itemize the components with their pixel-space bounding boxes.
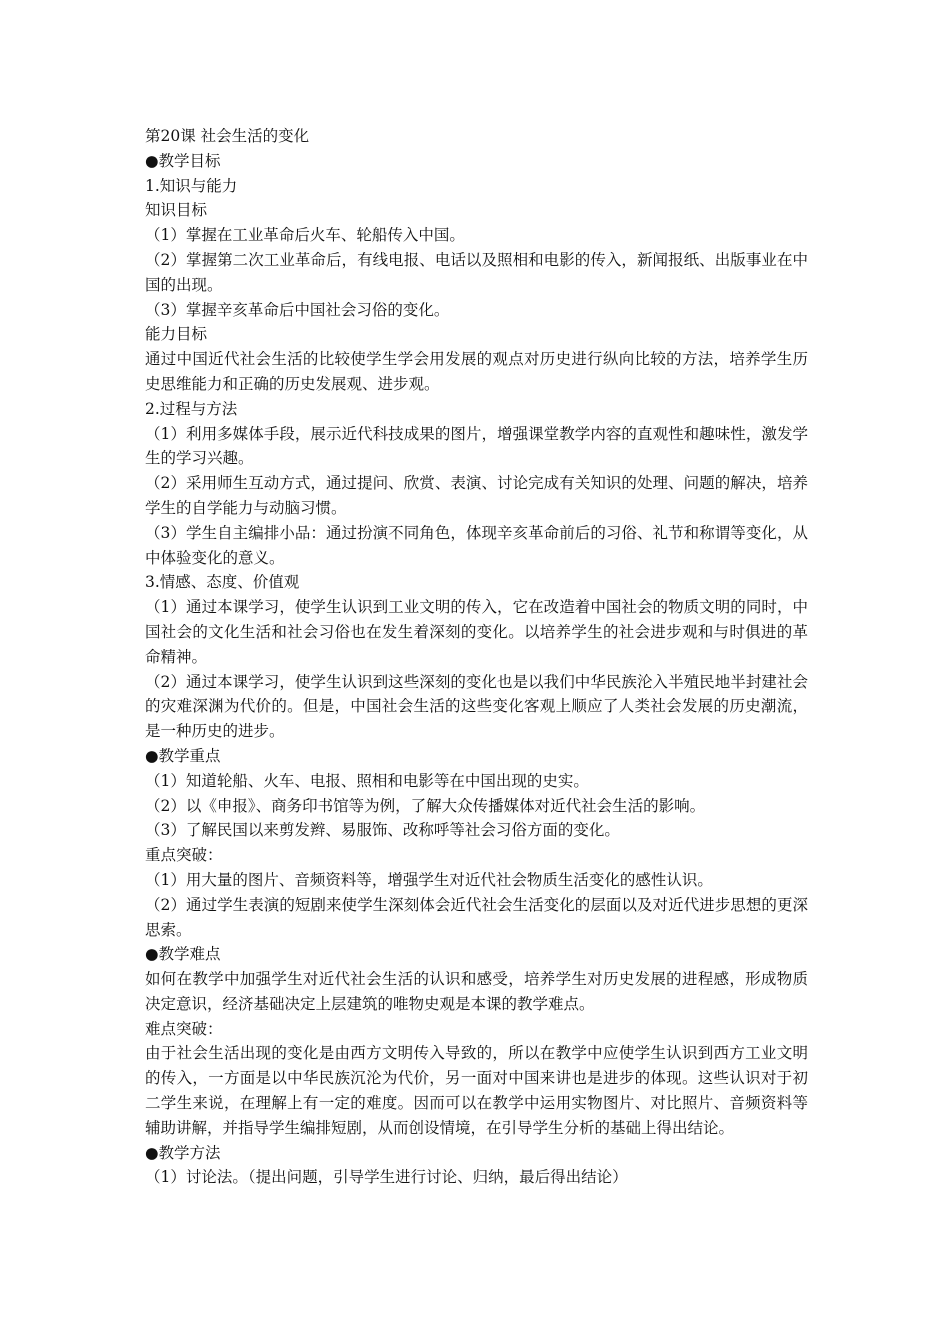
paragraph: （2）掌握第二次工业革命后，有线电报、电话以及照相和电影的传入，新闻报纸、出版事业在中国的出现。 bbox=[145, 250, 808, 294]
paragraph: 如何在教学中加强学生对近代社会生活的认识和感受，培养学生对历史发展的进程感，形成物质决定意识，经济基础决定上层建筑的唯物史观是本课的教学难点。 bbox=[145, 970, 808, 1013]
subheading-ability-goals: 能力目标 bbox=[145, 325, 208, 344]
subheading-knowledge-ability: 1.知识与能力 bbox=[145, 176, 238, 195]
paragraph: （1）用大量的图片、音频资料等，增强学生对近代社会物质生活变化的感性认识。 bbox=[145, 870, 713, 889]
paragraph: （2）通过学生表演的短剧来使学生深刻体会近代社会生活变化的层面以及对近代进步思想的更深思索。 bbox=[145, 895, 808, 939]
subheading-process-method: 2.过程与方法 bbox=[145, 399, 238, 418]
paragraph: （1）通过本课学习，使学生认识到工业文明的传入，它在改造着中国社会的物质文明的同时，中国社会的文化生活和社会习俗也在发生着深刻的变化。以培养学生的社会进步观和与时俱进的革命精神。 bbox=[145, 598, 808, 666]
section-heading-teaching-methods: ●教学方法 bbox=[145, 1143, 221, 1162]
paragraph: （2）采用师生互动方式，通过提问、欣赏、表演、讨论完成有关知识的处理、问题的解决，培养学生的自学能力与动脑习惯。 bbox=[145, 474, 808, 517]
subheading-difficulty-breakthrough: 难点突破： bbox=[145, 1019, 223, 1038]
paragraph: 由于社会生活出现的变化是由西方文明传入导致的，所以在教学中应使学生认识到西方工业文明的传入，一方面是以中华民族沉沦为代价，另一面对中国来讲也是进步的体现。这些认识对于初二学生来说，在理解上有一定的难度。因而可以在教学中运用实物图片、对比照片、音频资料等辅助讲解，并指导学生编排短剧，从而创设情境，在引导学生分析的基础上得出结论。 bbox=[145, 1044, 808, 1137]
subheading-emotion-values: 3.情感、态度、价值观 bbox=[145, 573, 300, 592]
paragraph: （3）掌握辛亥革命后中国社会习俗的变化。 bbox=[145, 300, 450, 319]
subheading-knowledge-goals: 知识目标 bbox=[145, 201, 208, 220]
document-page bbox=[145, 124, 808, 1190]
paragraph: （2）以《申报》、商务印书馆等为例，了解大众传播媒体对近代社会生活的影响。 bbox=[145, 796, 706, 815]
paragraph: （2）通过本课学习，使学生认识到这些深刻的变化也是以我们中华民族沦入半殖民地半封建社会的灾难深渊为代价的。但是，中国社会生活的这些变化客观上顺应了人类社会发展的历史潮流，是一种历史的进步。 bbox=[145, 672, 808, 741]
lesson-title: 第20课 社会生活的变化 bbox=[145, 127, 310, 145]
paragraph: （1）掌握在工业革命后火车、轮船传入中国。 bbox=[145, 226, 465, 245]
section-heading-difficulties: ●教学难点 bbox=[145, 945, 221, 964]
paragraph: （3）学生自主编排小品：通过扮演不同角色，体现辛亥革命前后的习俗、礼节和称谓等变化，从中体验变化的意义。 bbox=[145, 523, 808, 567]
paragraph: （1）知道轮船、火车、电报、照相和电影等在中国出现的史实。 bbox=[145, 771, 589, 790]
subheading-key-breakthrough: 重点突破： bbox=[145, 846, 223, 865]
section-heading-teaching-goals: ●教学目标 bbox=[145, 151, 221, 170]
section-heading-key-points: ●教学重点 bbox=[145, 746, 221, 765]
paragraph: （1）利用多媒体手段，展示近代科技成果的图片，增强课堂教学内容的直观性和趣味性，激发学生的学习兴趣。 bbox=[145, 424, 808, 468]
paragraph: （1）讨论法。（提出问题，引导学生进行讨论、归纳，最后得出结论） bbox=[145, 1168, 628, 1187]
paragraph: 通过中国近代社会生活的比较使学生学会用发展的观点对历史进行纵向比较的方法，培养学生历史思维能力和正确的历史发展观、进步观。 bbox=[145, 350, 808, 393]
paragraph: （3）了解民国以来剪发辫、易服饰、改称呼等社会习俗方面的变化。 bbox=[145, 821, 620, 840]
